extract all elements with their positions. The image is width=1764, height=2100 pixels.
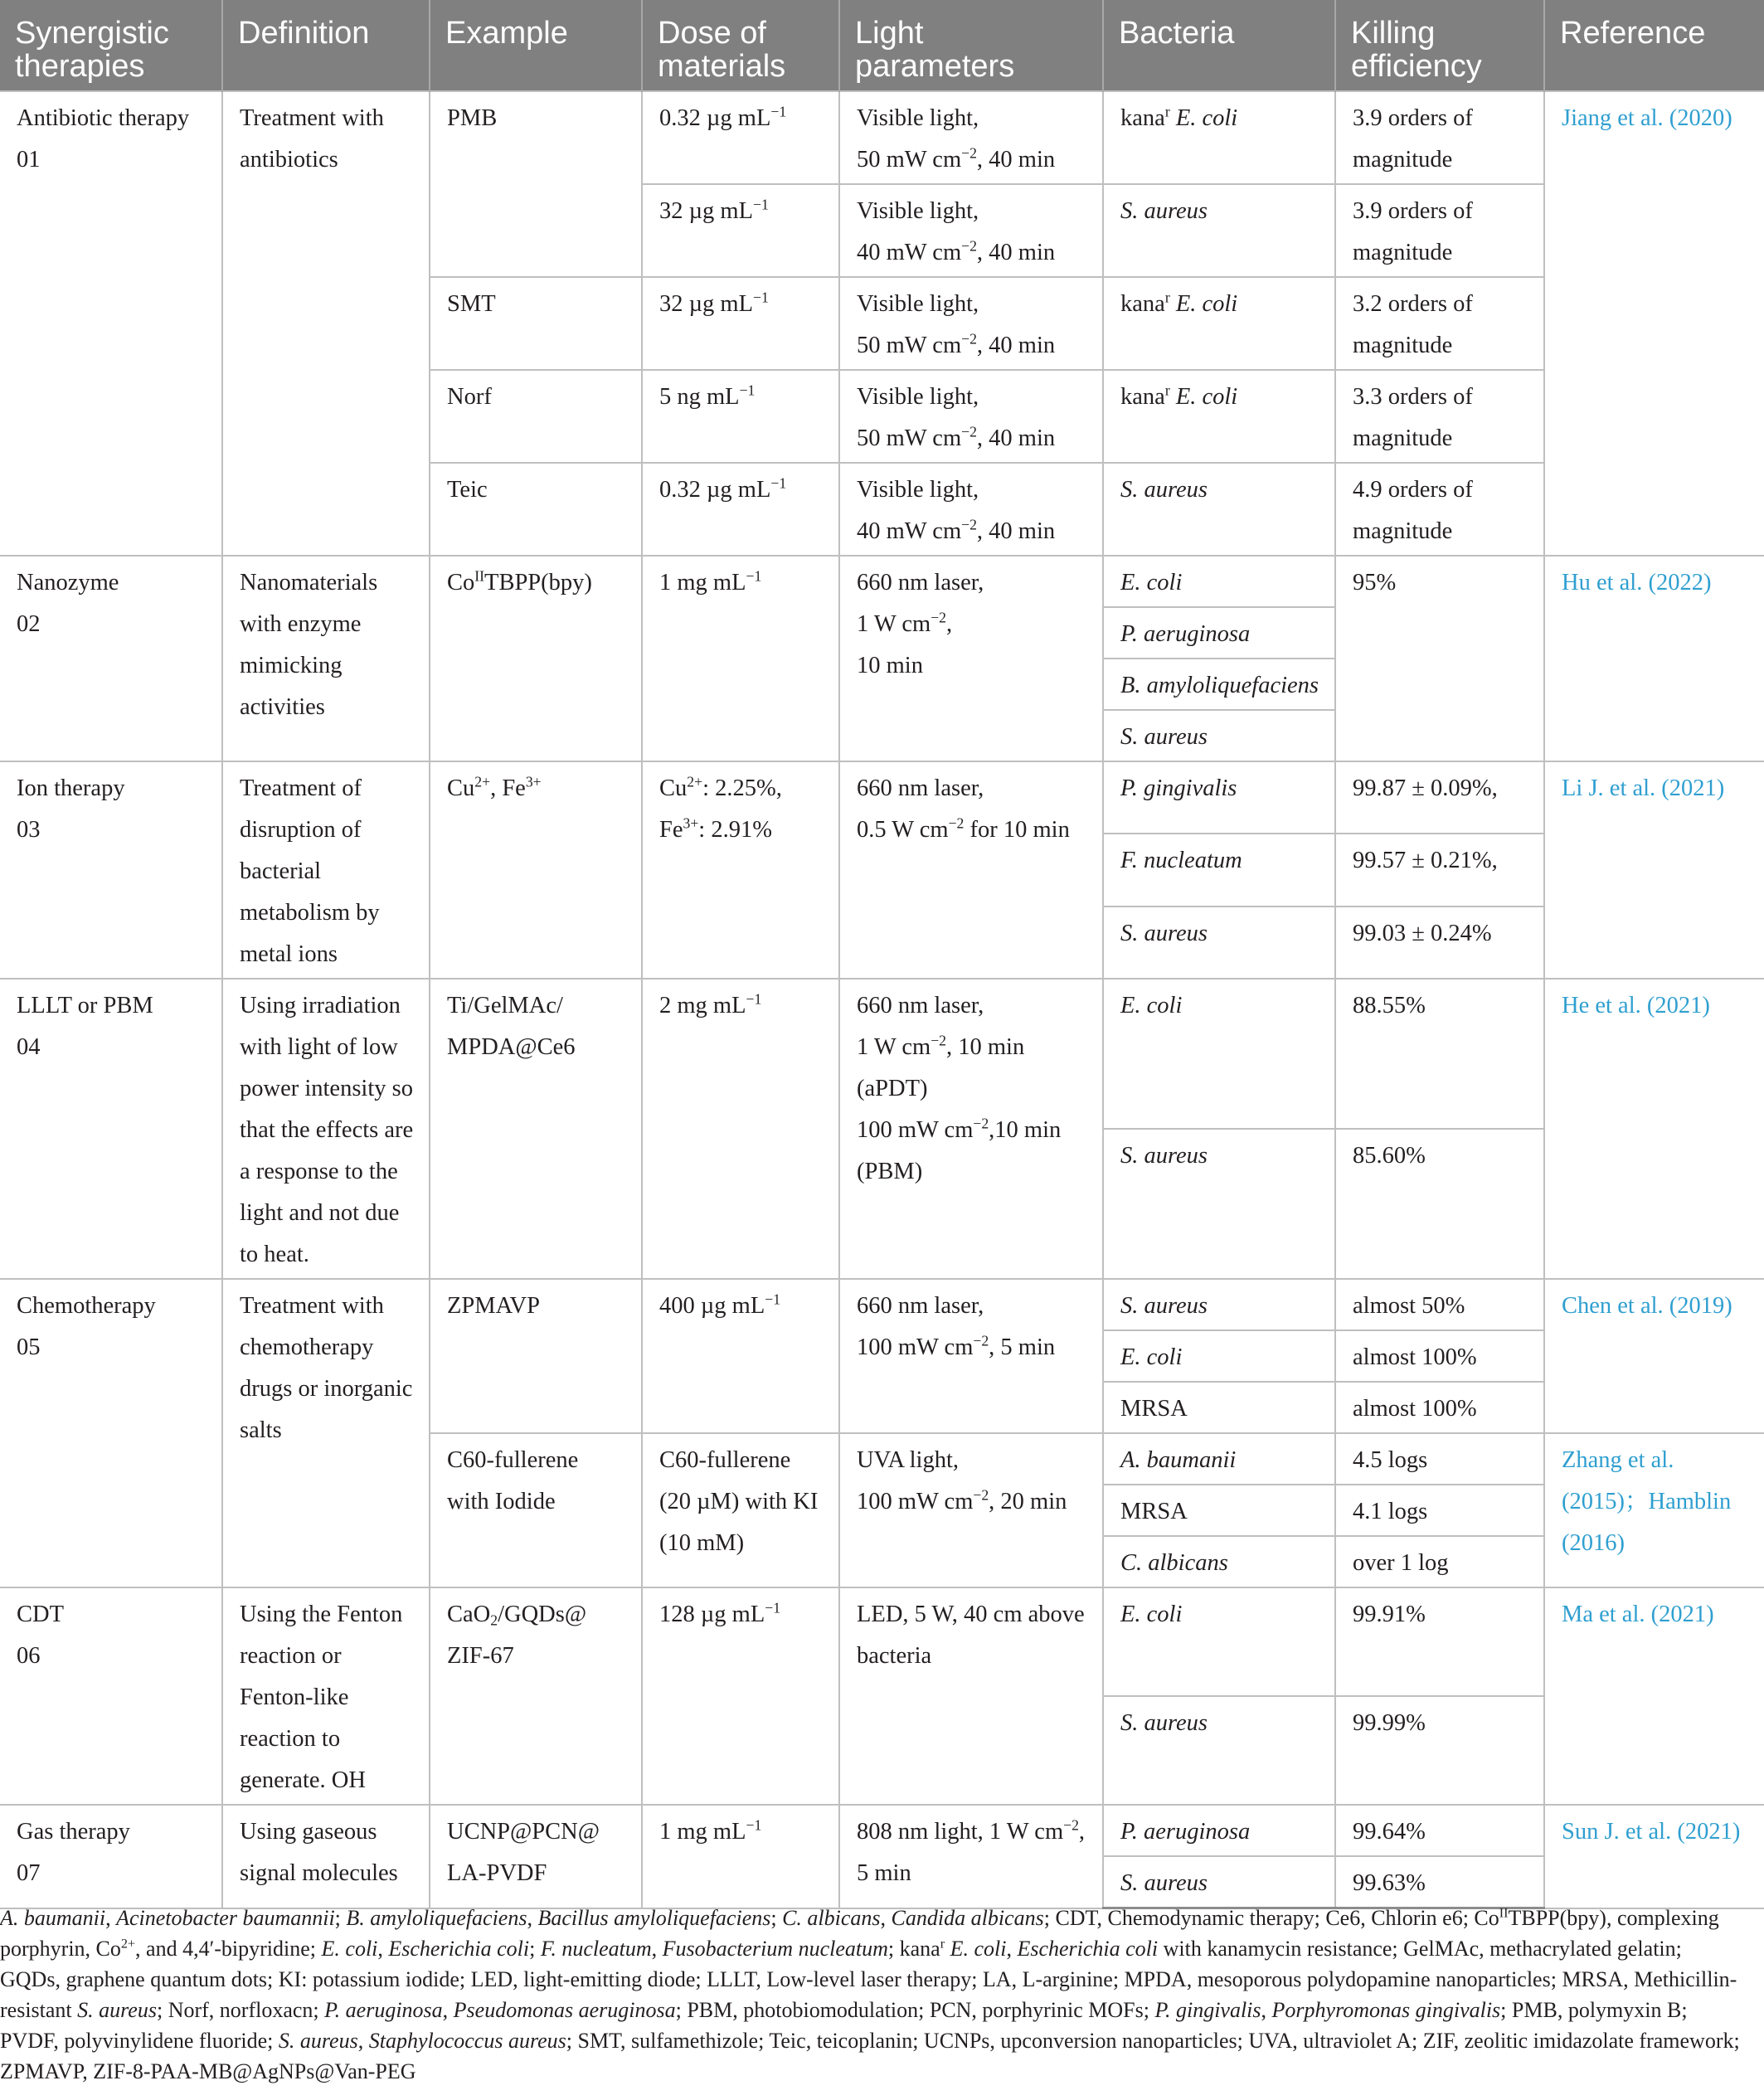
efficiency-cell: almost 100% — [1335, 1330, 1544, 1382]
example-cell: $Co^{II}TBPP(bpy)$ — [430, 556, 642, 761]
table-row — [0, 91, 1764, 184]
efficiency-cell: 99.87 ± 0.09%, — [1335, 761, 1544, 834]
table-row — [0, 761, 1764, 834]
light-cell: Visible light, 50 mW $cm^{-2}$, 40 min — [839, 277, 1103, 370]
efficiency-cell: 88.55% — [1335, 979, 1544, 1129]
header-bacteria: Bacteria — [1103, 0, 1335, 91]
header-definition: Definition — [222, 0, 430, 91]
example-cell: CaO$_2$/GQDs@ ZIF-67 — [430, 1587, 642, 1805]
definition-cell: Nanomaterials with enzyme mimicking activities — [222, 556, 430, 761]
table-row — [0, 1587, 1764, 1696]
table-footnote: A. baumanii, Acinetobacter baumannii; B. amyloliquefaciens, Bacillus amyloliquefaciens; C. albicans, Candida albicans; CDT, Chemodynamic therapy; Ce6, Chlorin e6; $Co^{II}TBPP(bpy)$, complexing porphyrin, $Co^{2+}$, and 4,4′-bipyridine; E. coli, Escherichia coli; F. nucleatum, Fusobacterium nucleatum; kana$^r$ E. coli, Escherichia coli with kanamycin resistance; GelMAc, methacrylated gelatin; GQDs, graphene quantum dots; KI: potassium iodide; LED, light-emitting diode; LLLT, Low-level laser therapy; LA, L-arginine; MPDA, mesoporous polydopamine nanoparticles; MRSA, Methicillin-resistant S. aureus; Norf, norfloxacn; P. aeruginosa, Pseudomonas aeruginosa; PBM, photobiomodulation; PCN, porphyrinic MOFs; P. gingivalis, Porphyromonas gingivalis; PMB, polymyxin B; PVDF, polyvinylidene fluoride; S. aureus, Staphylococcus aureus; SMT, sulfamethizole; Teic, teicoplanin; UCNPs, upconversion nanoparticles; UVA, ultraviolet A; ZIF, zeolitic imidazolate framework; ZPMAVP, ZIF-8-PAA-MB@AgNPs@Van-PEG — [0, 1906, 1740, 2083]
header-efficiency: Killing efficiency — [1335, 0, 1544, 91]
light-cell: 660 nm laser, 1 W $cm^{-2}$, 10 min — [839, 556, 1103, 761]
light-cell: 660 nm laser, 100 mW $cm^{-2}$, 5 min — [839, 1279, 1103, 1433]
efficiency-cell: 99.03 ± 0.24% — [1335, 907, 1544, 979]
light-cell: 660 nm laser, 0.5 W $cm^{-2}$ for 10 min — [839, 761, 1103, 979]
definition-cell: Using the Fenton reaction or Fenton-like reaction to generate. OH — [222, 1587, 430, 1805]
efficiency-cell: 4.1 logs — [1335, 1485, 1544, 1536]
dose-cell: 5 ng $mL^{-1}$ — [642, 370, 839, 463]
bacteria-cell: P. aeruginosa — [1103, 607, 1335, 659]
light-cell: Visible light, 40 mW $cm^{-2}$, 40 min — [839, 184, 1103, 277]
bacteria-cell: S. aureus — [1103, 1696, 1335, 1805]
reference-link[interactable]: He et al. (2021) — [1544, 979, 1764, 1279]
bacteria-cell: S. aureus — [1103, 907, 1335, 979]
light-cell: Visible light, 50 mW $cm^{-2}$, 40 min — [839, 91, 1103, 184]
header-light: Light parameters — [839, 0, 1103, 91]
efficiency-cell: 99.91% — [1335, 1587, 1544, 1696]
bacteria-cell: kana$^r$ E. coli — [1103, 370, 1335, 463]
efficiency-cell: 3.3 orders of magnitude — [1335, 370, 1544, 463]
efficiency-cell: over 1 log — [1335, 1536, 1544, 1587]
bacteria-cell: E. coli — [1103, 1330, 1335, 1382]
table-row — [0, 979, 1764, 1129]
bacteria-cell: F. nucleatum — [1103, 834, 1335, 906]
efficiency-cell: 99.99% — [1335, 1696, 1544, 1805]
light-cell: LED, 5 W, 40 cm above bacteria — [839, 1587, 1103, 1805]
bacteria-cell: S. aureus — [1103, 1856, 1335, 1908]
example-cell: Teic — [430, 463, 642, 556]
therapy-cell: LLLT or PBM 04 — [0, 979, 222, 1279]
dose-cell: 32 µg $mL^{-1}$ — [642, 277, 839, 370]
example-cell: Ti/GelMAc/ MPDA@Ce6 — [430, 979, 642, 1279]
dose-cell: 1 mg $mL^{-1}$ — [642, 1805, 839, 1908]
bacteria-cell: A. baumanii — [1103, 1433, 1335, 1485]
efficiency-cell: 99.57 ± 0.21%, — [1335, 834, 1544, 906]
reference-link[interactable]: Jiang et al. (2020) — [1544, 91, 1764, 556]
efficiency-cell: 4.9 orders of magnitude — [1335, 463, 1544, 556]
reference-link[interactable]: Ma et al. (2021) — [1544, 1587, 1764, 1805]
example-cell: SMT — [430, 277, 642, 370]
table-row — [0, 1279, 1764, 1330]
bacteria-cell: kana$^r$ E. coli — [1103, 277, 1335, 370]
example-cell: PMB — [430, 91, 642, 277]
example-cell: Norf — [430, 370, 642, 463]
therapy-cell: CDT 06 — [0, 1587, 222, 1805]
definition-cell: Using gaseous signal molecules — [222, 1805, 430, 1908]
bacteria-cell: E. coli — [1103, 556, 1335, 607]
bacteria-cell: S. aureus — [1103, 463, 1335, 556]
dose-cell: C60-fullerene (20 µM) with KI (10 mM) — [642, 1433, 839, 1587]
reference-link[interactable]: Zhang et al. (2015)；Hamblin (2016) — [1544, 1433, 1764, 1587]
dose-cell: 0.32 µg $mL^{-1}$ — [642, 463, 839, 556]
header-reference: Reference — [1544, 0, 1764, 91]
bacteria-cell: S. aureus — [1103, 1129, 1335, 1279]
bacteria-cell: E. coli — [1103, 1587, 1335, 1696]
reference-link[interactable]: Li J. et al. (2021) — [1544, 761, 1764, 979]
light-cell: UVA light, 100 mW $cm^{-2}$, 20 min — [839, 1433, 1103, 1587]
bacteria-cell: P. aeruginosa — [1103, 1805, 1335, 1856]
header-row — [0, 0, 1764, 91]
efficiency-cell: 85.60% — [1335, 1129, 1544, 1279]
dose-cell: 0.32 µg $mL^{-1}$ — [642, 91, 839, 184]
dose-cell: $Cu^{2+}$: 2.25%, $Fe^{3+}$: 2.91% — [642, 761, 839, 979]
example-cell: $Cu^{2+}$, $Fe^{3+}$ — [430, 761, 642, 979]
header-example: Example — [430, 0, 642, 91]
definition-cell: Using irradiation with light of low power intensity so that the effects are a response to the light and not due to heat. — [222, 979, 430, 1279]
dose-cell: 400 µg $mL^{-1}$ — [642, 1279, 839, 1433]
efficiency-cell: 3.2 orders of magnitude — [1335, 277, 1544, 370]
header-therapies: Synergistic therapies — [0, 0, 222, 91]
bacteria-cell: S. aureus — [1103, 184, 1335, 277]
table-row — [0, 1805, 1764, 1856]
efficiency-cell: 3.9 orders of magnitude — [1335, 91, 1544, 184]
bacteria-cell: P. gingivalis — [1103, 761, 1335, 834]
therapy-cell: Nanozyme 02 — [0, 556, 222, 761]
efficiency-cell: 99.63% — [1335, 1856, 1544, 1908]
reference-link[interactable]: Chen et al. (2019) — [1544, 1279, 1764, 1433]
example-cell: ZPMAVP — [430, 1279, 642, 1433]
reference-link[interactable]: Hu et al. (2022) — [1544, 556, 1764, 761]
dose-cell: 32 µg $mL^{-1}$ — [642, 184, 839, 277]
dose-cell: 2 mg $mL^{-1}$ — [642, 979, 839, 1279]
reference-link[interactable]: Sun J. et al. (2021) — [1544, 1805, 1764, 1908]
definition-cell: Treatment of disruption of bacterial metabolism by metal ions — [222, 761, 430, 979]
header-dose: Dose of materials — [642, 0, 839, 91]
dose-cell: 128 µg $mL^{-1}$ — [642, 1587, 839, 1805]
bacteria-cell: MRSA — [1103, 1485, 1335, 1536]
light-cell: 660 nm laser, 1 W $cm^{-2}$, 10 min (aPDT) 100 mW $cm^{-2},10$ min (PBM) — [839, 979, 1103, 1279]
efficiency-cell: 99.64% — [1335, 1805, 1544, 1856]
therapy-cell: Gas therapy 07 — [0, 1805, 222, 1908]
bacteria-cell: C. albicans — [1103, 1536, 1335, 1587]
efficiency-cell: 95% — [1335, 556, 1544, 761]
example-cell: UCNP@PCN@ LA-PVDF — [430, 1805, 642, 1908]
therapy-cell: Ion therapy 03 — [0, 761, 222, 979]
light-cell: Visible light, 50 mW $cm^{-2}$, 40 min — [839, 370, 1103, 463]
bacteria-cell: S. aureus — [1103, 710, 1335, 761]
definition-cell: Treatment with chemotherapy drugs or inorganic salts — [222, 1279, 430, 1587]
efficiency-cell: 4.5 logs — [1335, 1433, 1544, 1485]
efficiency-cell: 3.9 orders of magnitude — [1335, 184, 1544, 277]
light-cell: Visible light, 40 mW $cm^{-2}$, 40 min — [839, 463, 1103, 556]
dose-cell: 1 mg $mL^{-1}$ — [642, 556, 839, 761]
bacteria-cell: MRSA — [1103, 1382, 1335, 1433]
bacteria-cell: E. coli — [1103, 979, 1335, 1129]
example-cell: C60-fullerene with Iodide — [430, 1433, 642, 1587]
definition-cell: Treatment with antibiotics — [222, 91, 430, 556]
bacteria-cell: S. aureus — [1103, 1279, 1335, 1330]
bacteria-cell: B. amyloliquefaciens — [1103, 659, 1335, 710]
bacteria-cell: kana$^r$ E. coli — [1103, 91, 1335, 184]
efficiency-cell: almost 100% — [1335, 1382, 1544, 1433]
light-cell: 808 nm light, 1 W $cm^{-2}$, 5 min — [839, 1805, 1103, 1908]
therapy-cell: Chemotherapy 05 — [0, 1279, 222, 1587]
efficiency-cell: almost 50% — [1335, 1279, 1544, 1330]
therapy-cell: Antibiotic therapy 01 — [0, 91, 222, 556]
table-row — [0, 556, 1764, 607]
